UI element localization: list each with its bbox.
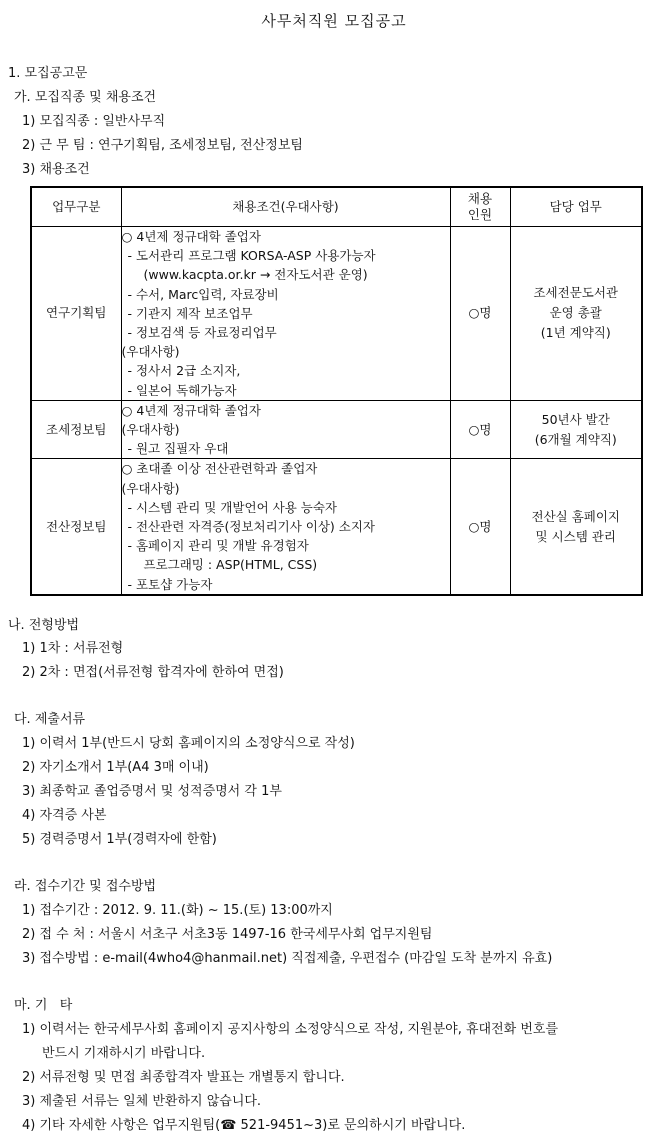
list-item: 3) 채용조건 <box>22 162 90 177</box>
duty-cell: 50년사 발간 (6개월 계약직) <box>510 400 642 459</box>
list-item: 2) 근 무 팀 : 연구기획팀, 조세정보팀, 전산정보팀 <box>22 138 303 153</box>
conditions-cell <box>121 459 450 595</box>
condition-line: (www.kacpta.or.kr → 전자도서관 운영) <box>143 267 368 283</box>
condition-line: - 정사서 2급 소지자, <box>127 363 241 379</box>
condition-line: - 홈페이지 관리 및 개발 유경험자 <box>127 538 309 554</box>
condition-line: ○ 4년제 정규대학 졸업자 <box>121 402 261 418</box>
header-conditions: 채용조건(우대사항) <box>121 187 450 227</box>
list-item: 1) 이력서 1부(반드시 당회 홈페이지의 소정양식으로 작성) <box>22 736 355 751</box>
condition-line: - 시스템 관리 및 개발언어 사용 능숙자 <box>127 499 337 515</box>
condition-line: - 도서관리 프로그램 KORSA-ASP 사용가능자 <box>127 248 376 264</box>
list-item: 1) 1차 : 서류전형 <box>22 641 124 656</box>
header-count: 채용 인원 <box>450 187 510 227</box>
table-header-row <box>31 187 642 227</box>
condition-line: - 기관지 제작 보조업무 <box>127 305 253 321</box>
condition-line: - 정보검색 등 자료정리업무 <box>127 325 277 341</box>
section-heading: 1. 모집공고문 <box>8 66 88 81</box>
list-item-continuation: 반드시 기재하시기 바랍니다. <box>42 1046 206 1061</box>
dept-cell: 조세정보팀 <box>31 400 121 459</box>
condition-line: - 수서, Marc입력, 자료장비 <box>127 286 279 302</box>
condition-line: ○ 4년제 정규대학 졸업자 <box>121 229 261 244</box>
list-item: 3) 최종학교 졸업증명서 및 성적증명서 각 1부 <box>22 784 282 799</box>
conditions-cell <box>121 227 450 401</box>
subsection-heading: 라. 접수기간 및 접수방법 <box>14 879 157 894</box>
count-cell: ○명 <box>450 227 510 401</box>
condition-line: - 원고 집필자 우대 <box>127 441 229 457</box>
list-item: 1) 접수기간 : 2012. 9. 11.(화) ~ 15.(토) 13:00까지 <box>22 903 333 918</box>
condition-line: (우대사항) <box>121 422 180 438</box>
list-item: 4) 기타 자세한 사항은 업무지원팀(☎ 521-9451~3)로 문의하시기 바랍니다. <box>22 1118 466 1133</box>
table-row <box>31 400 642 459</box>
list-item: 1) 이력서는 한국세무사회 홈페이지 공지사항의 소정양식으로 작성, 지원분야, 휴대전화 번호를 <box>22 1022 559 1037</box>
list-item: 2) 2차 : 면접(서류전형 합격자에 한하여 면접) <box>22 665 284 680</box>
list-item: 1) 모집직종 : 일반사무직 <box>22 114 166 129</box>
list-item: 4) 자격증 사본 <box>22 808 107 823</box>
duty-cell: 전산실 홈페이지 및 시스템 관리 <box>510 459 642 595</box>
table-row <box>31 227 642 401</box>
condition-line: - 포토샵 가능자 <box>127 576 213 592</box>
list-item: 5) 경력증명서 1부(경력자에 한함) <box>22 832 217 847</box>
subsection-heading: 가. 모집직종 및 채용조건 <box>14 90 157 105</box>
dept-cell: 전산정보팀 <box>31 459 121 595</box>
list-item: 2) 서류전형 및 면접 최종합격자 발표는 개별통지 합니다. <box>22 1070 345 1085</box>
condition-line: 프로그래밍 : ASP(HTML, CSS) <box>143 557 318 573</box>
conditions-cell <box>121 400 450 459</box>
condition-line: ○ 초대졸 이상 전산관련학과 졸업자 <box>121 461 318 477</box>
table-row <box>31 459 642 595</box>
list-item: 2) 자기소개서 1부(A4 3매 이내) <box>22 760 209 775</box>
condition-line: - 일본어 독해가능자 <box>127 382 237 398</box>
list-item: 3) 제출된 서류는 일체 반환하지 않습니다. <box>22 1094 262 1109</box>
duty-cell: 조세전문도서관 운영 총괄 (1년 계약직) <box>510 227 642 401</box>
subsection-heading: 다. 제출서류 <box>14 712 86 727</box>
condition-line: (우대사항) <box>121 344 180 360</box>
condition-line: (우대사항) <box>121 480 180 496</box>
subsection-heading: 마. 기 타 <box>14 998 73 1013</box>
page-title: 사무처직원 모집공고 <box>261 12 407 30</box>
recruitment-table <box>30 186 643 596</box>
count-cell: ○명 <box>450 400 510 459</box>
list-item: 2) 접 수 처 : 서울시 서초구 서초3동 1497-16 한국세무사회 업무지원팀 <box>22 927 433 942</box>
header-duty: 담당 업무 <box>510 187 642 227</box>
count-cell: ○명 <box>450 459 510 595</box>
condition-line: - 전산관련 자격증(정보처리기사 이상) 소지자 <box>127 519 376 535</box>
list-item: 3) 접수방법 : e-mail(4who4@hanmail.net) 직접제출, 우편접수 (마감일 도착 분까지 유효) <box>22 951 553 966</box>
header-dept: 업무구분 <box>31 187 121 227</box>
subsection-heading: 나. 전형방법 <box>8 618 80 633</box>
dept-cell: 연구기획팀 <box>31 227 121 401</box>
